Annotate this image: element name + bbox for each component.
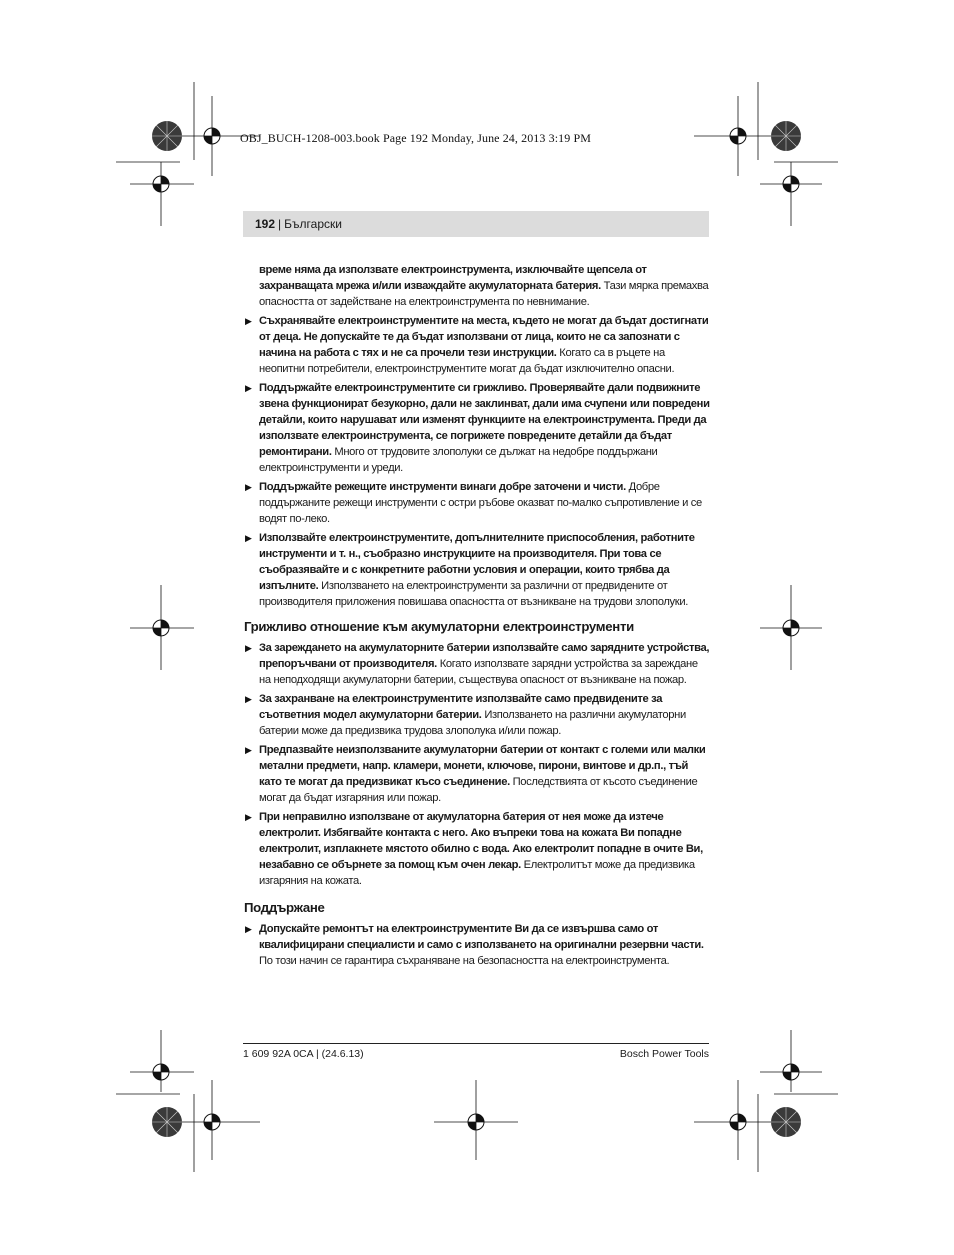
section-heading: Грижливо отношение към акумулаторни електроинструменти [244,619,634,634]
bullet-icon: ▶ [245,694,252,704]
paragraph-text: По този начин се гарантира съхраняване на безопасността на електроинструмента. [259,955,670,967]
paragraph-text: Тази мярка премахва опасността от задействане на електроинструмента по невнимание. [259,280,709,308]
bullet-icon: ▶ [245,316,252,326]
paragraph-text: Използването на електроинструменти за различни от предвидените от производителя приложения повишава опасността от възникване на трудови злополуки. [259,580,688,608]
paragraph-text: Последствията от късото съединение могат да бъдат изгаряния или пожар. [259,776,698,804]
page-header-bar [243,211,709,237]
paragraph-bold: Предпазвайте неизползваните акумулаторни батерии от контакт с големи или малки метални предмети, напр. кламери, монети, ключове, пирони, винтове и др.п., тъй като те могат да предизвикат късо съединение. [259,744,706,788]
paragraph-bold: При неправилно използване от акумулаторна батерия от нея може да изтече електролит. Избягвайте контакта с него. Ако въпреки това на кожата Ви попадне електролит, изплакнете мястото обилно с вода. Ако електролит попадне в очите Ви, незабавно се обърнете за помощ към очен лекар. [259,811,703,871]
paragraph-bold: Поддържайте електроинструментите си грижливо. Проверявайте дали подвижните звена функционират безукорно, дали не заклинват, дали има счупени или повредени детайли, които нарушават или изменят функциите на електроинструмента. Преди да използвате електроинструмента, се погрижете повредените детайли да бъдат ремонтирани. [259,382,710,458]
print-header: OBJ_BUCH-1208-003.book Page 192 Monday, June 24, 2013 3:19 PM [240,131,591,145]
list-item [244,380,712,476]
list-item [244,742,712,806]
paragraph-text: Добре поддържаните режещи инструменти с остри ръбове оказват по-малко съпротивление и се водят по-леко. [259,481,702,525]
section-heading: Поддържане [244,900,325,915]
page-number: 192 [255,217,276,231]
paragraph-bold: Поддържайте режещите инструменти винаги добре заточени и чисти. [259,481,626,493]
list-item [244,640,712,688]
paragraph-text: Използването на различни акумулаторни батерии може да предизвика трудова злополука и/или пожар. [259,709,686,737]
page-language: Български [284,217,342,231]
bullet-icon: ▶ [245,482,252,492]
bullet-icon: ▶ [245,924,252,934]
list-item [244,691,712,739]
paragraph-continuation [244,262,712,310]
bullet-icon: ▶ [245,745,252,755]
footer-brand: Bosch Power Tools [619,1048,709,1060]
paragraph-text: Когато използвате зарядни устройства за зареждане на неподходящи акумулаторни батерии, съществува опасност от възникване на пожар. [259,658,698,686]
list-item [244,313,712,377]
bullet-icon: ▶ [245,643,252,653]
bullet-icon: ▶ [245,533,252,543]
paragraph-text: Когато са в ръцете на неопитни потребители, електроинструментите могат да бъдат изключително опасни. [259,347,675,375]
footer-doc-code: 1 609 92A 0CA | (24.6.13) [243,1048,364,1060]
page-content [244,262,712,972]
paragraph-bold: Използвайте електроинструментите, допълнителните приспособления, работните инструменти и т. н., съобразно инструкциите на производителя. При това се съобразявайте и с конкретните работни условия и операции, които трябва да изпълните. [259,532,695,592]
page-header-separator: | [278,217,282,231]
list-item [244,530,712,610]
paragraph-bold: време няма да използвате електроинструмента, изключвайте щепсела от захранващата мрежа и/или изваждайте акумулаторната батерия. [259,264,647,292]
list-item [244,809,712,889]
paragraph-bold: Съхранявайте електроинструментите на места, където не могат да бъдат достигнати от деца. Не допускайте те да бъдат използвани от лица, които не са запознати с начина на работа с тях и не са прочели тези инструкции. [259,315,709,359]
list-item [244,479,712,527]
paragraph-bold: За зареждането на акумулаторните батерии използвайте само зарядните устройства, препоръчвани от производителя. [259,642,710,670]
list-item [244,921,712,969]
page-footer [243,1043,709,1062]
bullet-icon: ▶ [245,383,252,393]
bullet-icon: ▶ [245,812,252,822]
paragraph-bold: Допускайте ремонтът на електроинструментите Ви да се извършва само от квалифицирани специалисти и само с използването на оригинални резервни части. [259,923,704,951]
paragraph-text: Електролитът може да предизвика изгаряния на кожата. [259,859,695,887]
paragraph-text: Много от трудовите злополуки се дължат на недобре поддържани електроинструменти и уреди. [259,446,658,474]
paragraph-bold: За захранване на електроинструментите използвайте само предвидените за съответния модел акумулаторни батерии. [259,693,663,721]
